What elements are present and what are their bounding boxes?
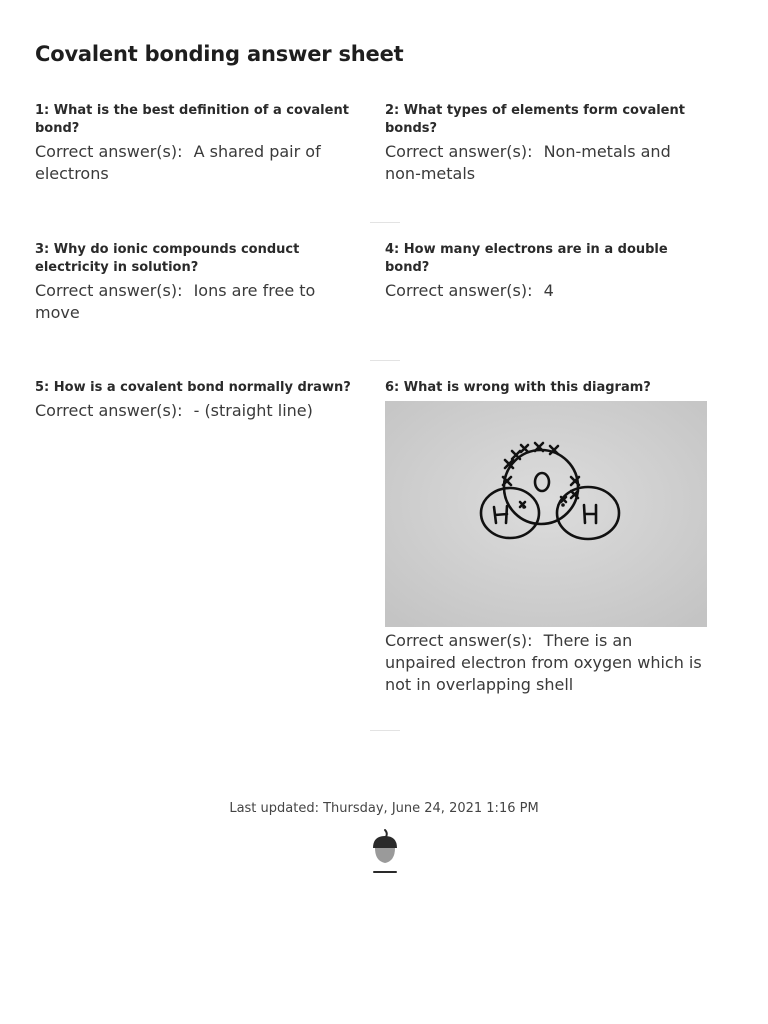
answer-text: - (straight line) [193,401,313,420]
question-text: How many electrons are in a double bond? [385,242,668,275]
answer-label: Correct answer(s): [385,142,533,161]
answer-text: There is an unpaired electron from oxygen which is not in overlapping shell [385,631,702,694]
question-number: 4: [385,242,400,257]
last-updated-footer: Last updated: Thursday, June 24, 2021 1:16 PM [229,801,539,816]
divider [370,730,400,731]
water-molecule-diagram-image [385,401,707,627]
divider [370,222,400,223]
question-4-heading [385,241,707,277]
answer [35,141,357,185]
question-1 [35,102,357,185]
question-5 [35,379,357,422]
page-title: Covalent bonding answer sheet [35,42,404,66]
question-number: 2: [385,103,400,118]
question-6-heading [385,379,707,397]
question-text: What is wrong with this diagram? [403,380,651,395]
question-number: 5: [35,380,50,395]
answer [385,630,707,696]
answer [385,280,707,302]
answer [385,141,707,185]
question-4 [385,241,707,302]
answer-label: Correct answer(s): [385,631,533,650]
question-text: What is the best definition of a covalent bond? [35,103,349,136]
question-1-heading [35,102,357,138]
answer-label: Correct answer(s): [35,401,183,420]
answer-text: Ions are free to move [35,281,316,322]
question-2 [385,102,707,185]
answer-text: A shared pair of electrons [35,142,321,183]
question-text: What types of elements form covalent bonds? [385,103,685,136]
answer-text: Non-metals and non-metals [385,142,671,183]
divider [370,360,400,361]
answer [35,280,357,324]
acorn-logo-icon [369,828,401,876]
answer-label: Correct answer(s): [35,281,183,300]
question-2-heading [385,102,707,138]
photo-background [385,401,707,627]
question-text: How is a covalent bond normally drawn? [53,380,351,395]
answer-text: 4 [543,281,554,300]
question-number: 6: [385,380,400,395]
question-6 [385,379,707,696]
question-text: Why do ionic compounds conduct electricity in solution? [35,242,300,275]
answer [35,400,357,422]
question-3 [35,241,357,324]
question-5-heading [35,379,357,397]
answer-label: Correct answer(s): [385,281,533,300]
question-number: 3: [35,242,50,257]
answer-label: Correct answer(s): [35,142,183,161]
question-number: 1: [35,103,50,118]
question-3-heading [35,241,357,277]
